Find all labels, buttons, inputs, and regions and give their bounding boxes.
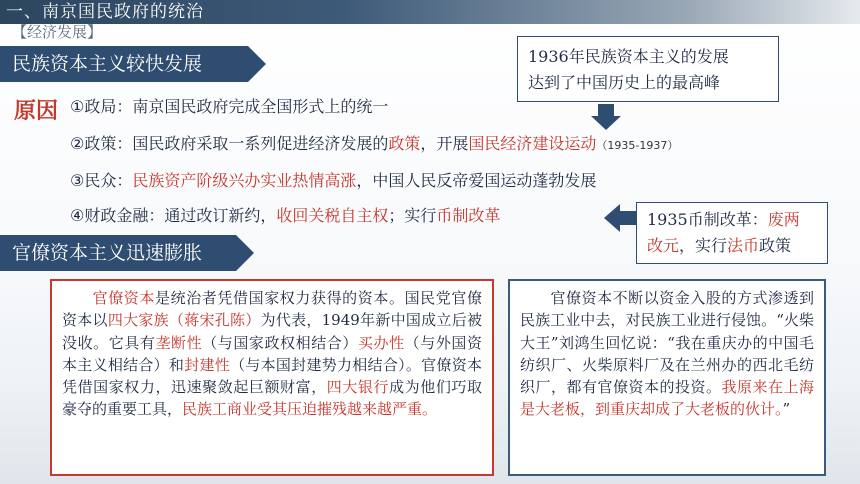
text-box-bureaucratic-capital: 官僚资本是统治者凭借国家权力获得的资本。国民党官僚资本以四大家族（蒋宋孔陈）为代表，1949年新中国成立后被没收。它具有垄断性（与国家政权相结合）买办性（与外国资本主义相结合）和封建性（与本国封建势力相结合）。官僚资本凭借国家权力，迅速聚敛起巨额财富，四大银行成为他们巧取豪夺的重要工具，民族工商业受其压迫摧残越来越严重。 [50, 279, 494, 476]
reason-line-people: ③民众：民族资产阶级兴办实业热情高涨，中国人民反帝爱国运动蓬勃发展 [70, 171, 597, 190]
callout-currency-reform: 1935币制改革：废两 改元，实行法币政策 [636, 202, 828, 264]
callout-peak-1936 [517, 36, 779, 102]
section-subtitle: 【经济发展】 [12, 23, 103, 41]
callout-peak-line2: 达到了中国历史上的最高峰 [528, 73, 721, 92]
slide-title: 一、南京国民政府的统治 [6, 2, 204, 22]
section-band-bureaucratic-capital: 官僚资本主义迅速膨胀 [0, 235, 236, 271]
text-box-liu-hongsheng-quote: 官僚资本不断以资金入股的方式渗透到民族工业中去，对民族工业进行侵蚀。“火柴大王”刘鸿生回忆说：“我在重庆办的中国毛纺织厂、火柴原料厂及在兰州办的西北毛纺织厂，都有官僚资本的投资。我原来在上海是大老板，到重庆却成了大老板的伙计。” [508, 279, 826, 476]
callout-peak-line1: 1936年民族资本主义的发展 [528, 47, 729, 66]
section-band-national-capital: 民族资本主义较快发展 [0, 46, 248, 82]
reason-label: 原因 [14, 99, 59, 124]
reason-line-finance: ④财政金融：通过改订新约，收回关税自主权；实行币制改革 [70, 206, 501, 225]
reason-line-politics: ①政局：南京国民政府完成全国形式上的统一 [70, 97, 389, 116]
title-bar [0, 0, 860, 24]
reason-line-policy: ②政策：国民政府采取一系列促进经济发展的政策，开展国民经济建设运动（1935-1937） [70, 134, 679, 153]
